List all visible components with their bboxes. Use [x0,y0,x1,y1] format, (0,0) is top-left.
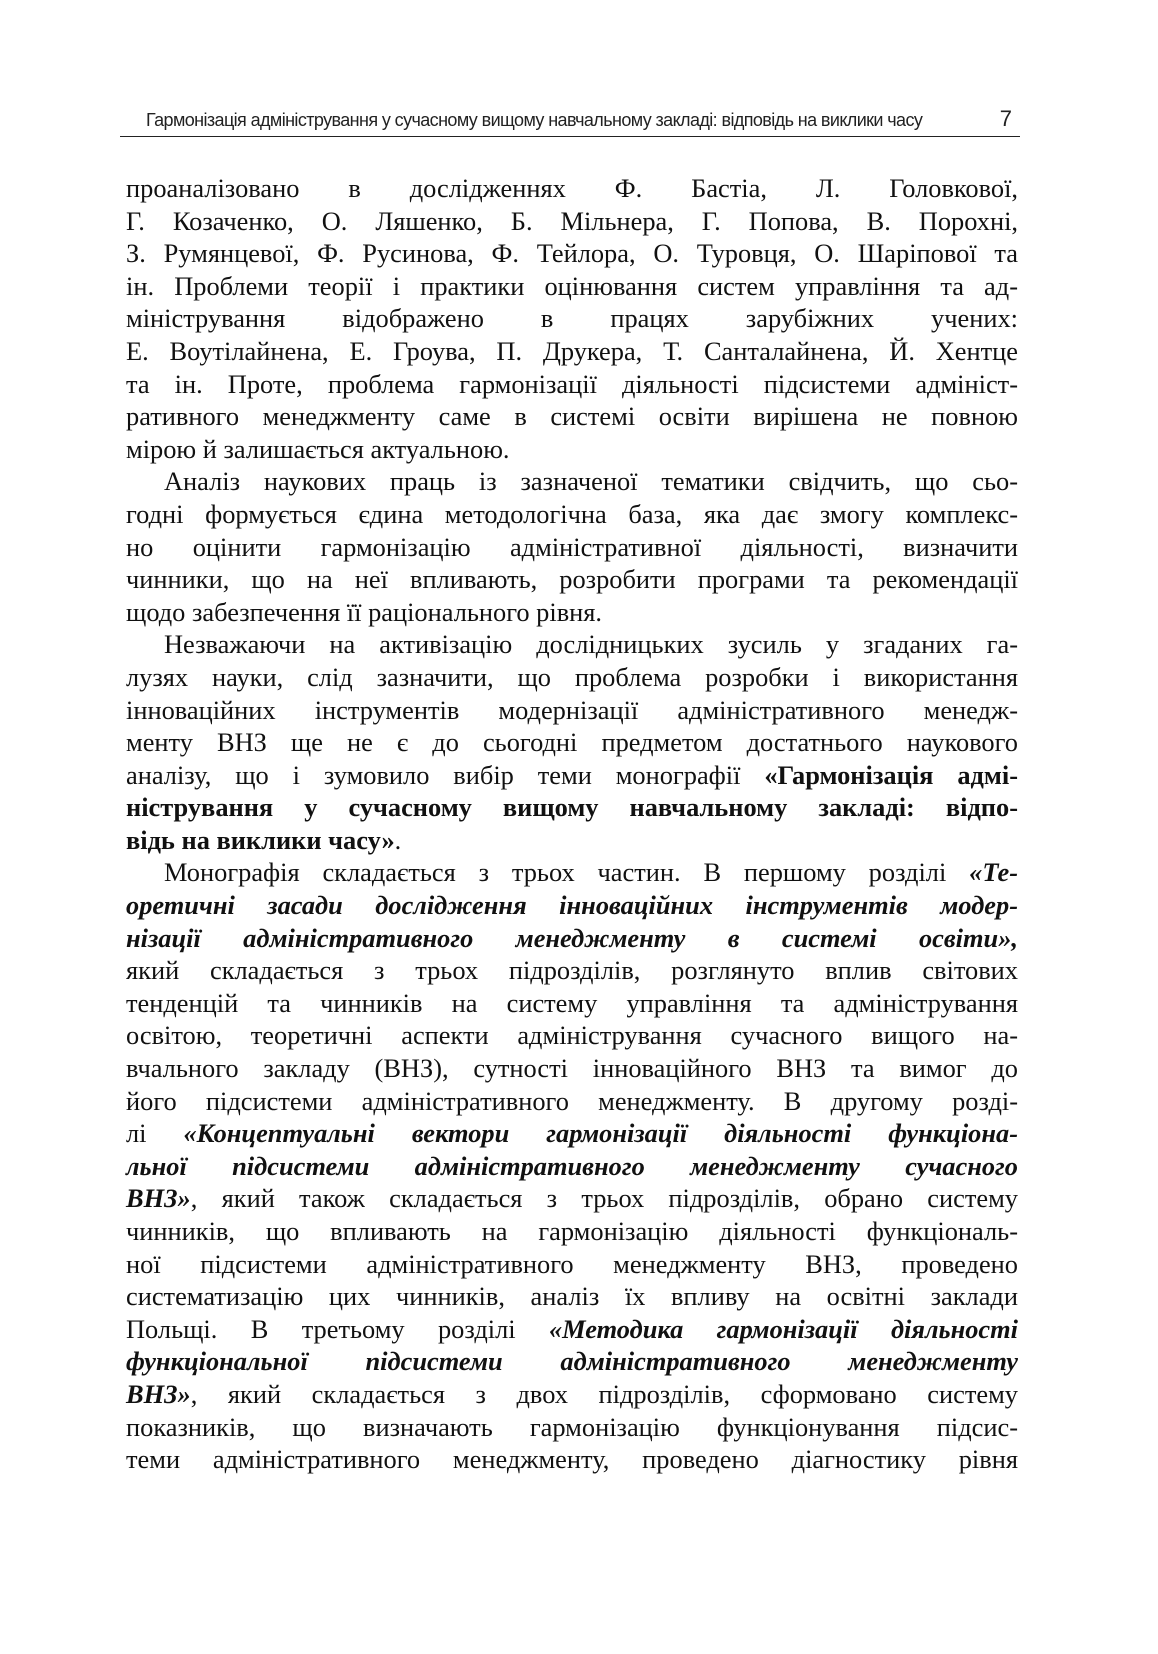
text-line: ративного менеджменту саме в системі освіти вирішена не повною [126,401,1018,432]
text-line: міністрування відображено в працях зарубіжних учених: [126,303,1018,334]
text-line: показників, що визначають гармонізацію функціонування підсис- [126,1411,1018,1442]
text-run: Польщі. В третьому розділі [126,1313,549,1344]
text-line: чинники, що на неї впливають, розробити програми та рекомендації [126,564,1018,595]
text-line: Е. Воутілайнена, Е. Гроува, П. Друкера, Т. Санталайнена, Й. Хентце [126,335,1018,366]
text-line: мірою й залишається актуальною. [126,433,510,464]
text-line [126,1313,1018,1346]
section-title-emphasis: льної підсистеми адміністративного менеджменту сучасного [126,1150,1018,1181]
section-title-emphasis: ВНЗ» [126,1183,191,1214]
paragraph-4 [126,856,1018,1475]
text-line: теми адміністративного менеджменту, проведено діагностику рівня [126,1444,1018,1475]
running-header-title: Гармонізація адміністрування у сучасному вищому навчальному закладі: відповідь на виклики часу [146,110,923,130]
text-line [126,1378,1018,1411]
text-line: інноваційних інструментів модернізації адміністративного менедж- [126,694,1018,725]
text-line: Аналіз наукових праць із зазначеної тематики свідчить, що сьо- [164,466,1018,497]
text-run: , який складається з двох підрозділів, сформовано систему [190,1378,1018,1409]
text-line: Г. Козаченко, О. Ляшенко, Б. Мільнера, Г. Попова, В. Порохні, [126,205,1018,236]
text-line [126,856,1018,889]
text-run: аналізу, що і зумовило вибір теми монографії [126,759,765,790]
page-number: 7 [999,106,1012,131]
text-line: який складається з трьох підрозділів, розглянуто вплив світових [126,955,1018,986]
text-line: тенденцій та чинників на систему управління та адміністрування [126,987,1018,1018]
text-line: чинників, що впливають на гармонізацію діяльності функціональ- [126,1216,1018,1246]
section-title-emphasis: ВНЗ» [126,1378,191,1409]
section-title-emphasis: «Те- [969,857,1018,888]
text-line: ної підсистеми адміністративного менеджменту ВНЗ, проведено [126,1248,1018,1279]
text-run: Монографія складається з трьох частин. В першому розділі [164,857,970,888]
text-line: годні формується єдина методологічна база, яка дає змогу комплекс- [126,498,1018,529]
running-header [120,104,1020,137]
text-line [126,759,1018,792]
text-line [126,1117,1018,1150]
text-line: та ін. Проте, проблема гармонізації діяльності підсистеми адмініст- [126,368,1018,399]
text-run: . [394,824,402,855]
paragraph-1 [126,172,1018,465]
text-line: проаналізовано в дослідженнях Ф. Бастіа, Л. Головкової, [126,173,1018,203]
text-line: вчального закладу (ВНЗ), сутності інноваційного ВНЗ та вимог до [126,1053,1018,1084]
text-line [126,824,1018,857]
text-line: лузях науки, слід зазначити, що проблема розробки і використання [126,661,1018,692]
text-line: систематизацію цих чинників, аналіз їх впливу на освітні заклади [126,1281,1018,1312]
section-title-emphasis: нізації адміністративного менеджменту в системі освіти», [126,922,1018,953]
monograph-title-emphasis: ністрування у сучасному вищому навчальному закладі: відпо- [126,792,1018,823]
text-line: ін. Проблеми теорії і практики оцінювання систем управління та ад- [126,270,1018,301]
paragraph-2 [126,465,1018,628]
text-line [126,1182,1018,1215]
monograph-title-emphasis: відь на виклики часу» [126,824,395,855]
body-text [126,172,1018,1476]
text-line: освітою, теоретичні аспекти адміністрування сучасного вищого на- [126,1020,1018,1051]
section-title-emphasis: «Концептуальні вектори гармонізації діяльності функціона- [183,1118,1018,1149]
section-title-emphasis: «Методика гармонізації діяльності [548,1313,1018,1344]
section-title-emphasis: функціональної підсистеми адміністративного менеджменту [126,1346,1018,1377]
monograph-title-emphasis: «Гармонізація адмі- [764,759,1018,790]
text-run: лі [126,1118,184,1149]
text-line: менту ВНЗ ще не є до сьогодні предметом достатнього наукового [126,727,1018,758]
paragraph-3 [126,628,1018,856]
text-line: З. Румянцевої, Ф. Русинова, Ф. Тейлора, О. Туровця, О. Шаріпової та [126,238,1018,269]
section-title-emphasis: оретичні засади дослідження інноваційних інструментів модер- [126,890,1018,921]
text-run: , який також складається з трьох підрозділів, обрано систему [190,1183,1018,1214]
text-line: його підсистеми адміністративного менеджменту. В другому розді- [126,1085,1018,1116]
text-line: Незважаючи на активізацію дослідницьких зусиль у згаданих га- [164,629,1018,660]
text-line: но оцінити гармонізацію адміністративної діяльності, визначити [126,531,1018,562]
text-line: щодо забезпечення її раціонального рівня. [126,596,603,627]
